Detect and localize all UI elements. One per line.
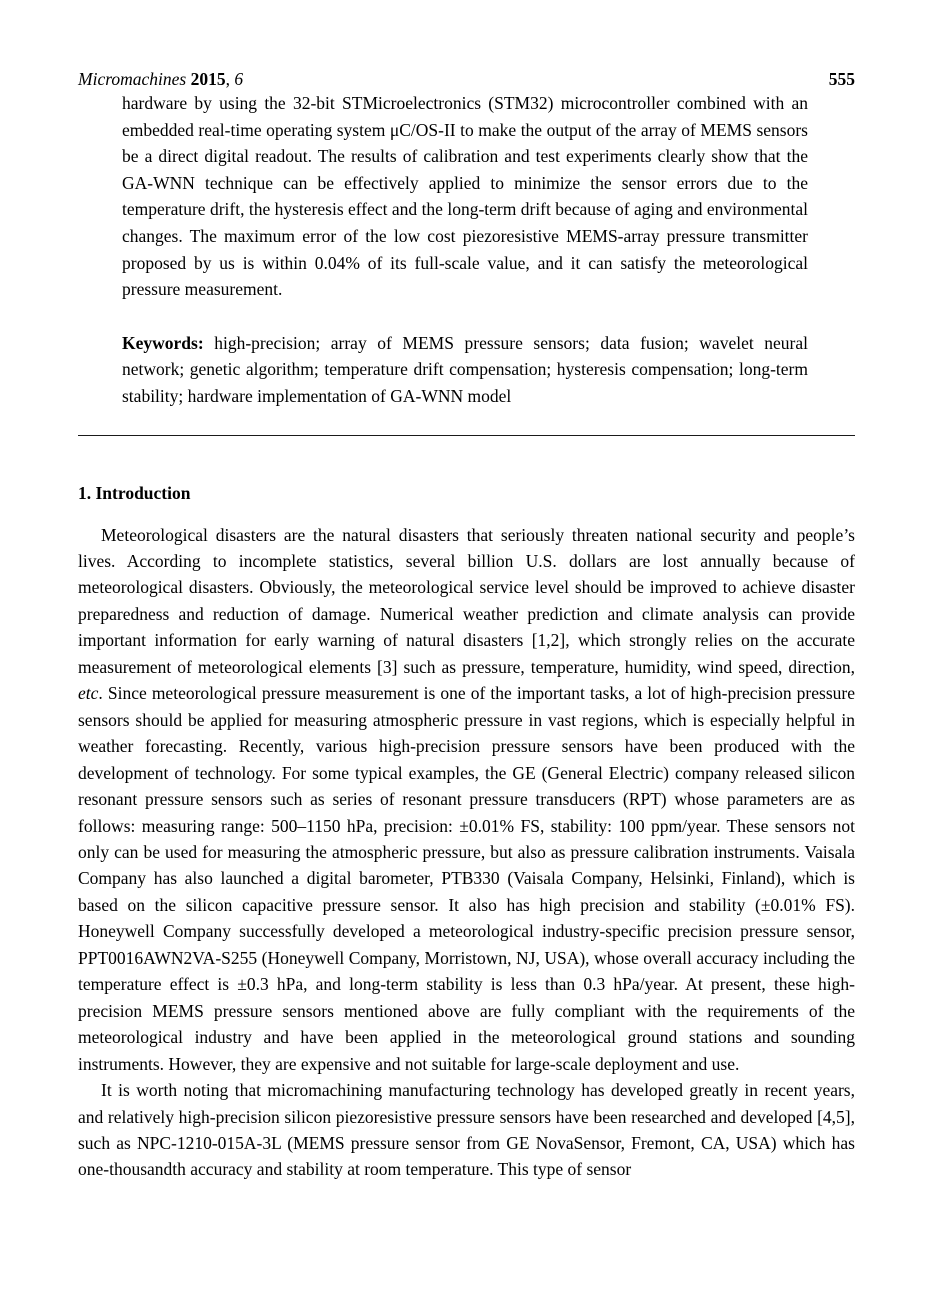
section-heading-introduction: 1. Introduction	[78, 482, 191, 503]
abstract-paragraph: hardware by using the 32-bit STMicroelectronics (STM32) microcontroller combined with an embedded real-time operating system μC/OS-II to make the output of the array of MEMS sensors be a direct digital readout. The results of calibration and test experiments clearly show that the GA-WNN technique can be effectively applied to minimize the sensor errors due to the temperature drift, the hysteresis effect and the long-term drift because of aging and environmental changes. The maximum error of the low cost piezoresistive MEMS-array pressure transmitter proposed by us is within 0.04% of its full-scale value, and it can satisfy the meteorological pressure measurement.	[122, 93, 808, 300]
keywords-text: high-precision; array of MEMS pressure sensors; data fusion; wavelet neural network; genetic algorithm; temperature drift compensation; hysteresis compensation; long-term stability; hardware implementation of GA-WNN model	[122, 332, 808, 406]
keywords-paragraph	[122, 330, 808, 410]
section-divider	[78, 435, 855, 436]
running-head	[78, 68, 855, 90]
intro-paragraph-1-text-b: . Since meteorological pressure measurement is one of the important tasks, a lot of high-precision pressure sensors should be applied for measuring atmospheric pressure in vast regions, which is especially helpful in weather forecasting. Recently, various high-precision pressure sensors have been produced with the development of technology. For some typical examples, the GE (General Electric) company released silicon resonant pressure sensors such as series of resonant pressure transducers (RPT) whose parameters are as follows: measuring range: 500–1150 hPa, precision: ±0.01% FS, stability: 100 ppm/year. These sensors not only can be used for measuring the atmospheric pressure, but also as pressure calibration instruments. Vaisala Company has also launched a digital barometer, PTB330 (Vaisala Company, Helsinki, Finland), which is based on the silicon capacitive pressure sensor. It also has high precision and stability (±0.01% FS). Honeywell Company successfully developed a meteorological industry-specific precision pressure sensor, PPT0016AWN2VA-S255 (Honeywell Company, Morristown, NJ, USA), whose overall accuracy including the temperature effect is ±0.3 hPa, and long-term stability is less than 0.3 hPa/year. At present, these high-precision MEMS pressure sensors mentioned above are fully compliant with the requirements of the meteorological industry and have been applied in the meteorological ground stations and sounding instruments. However, they are expensive and not suitable for large-scale deployment and use.	[78, 683, 855, 1074]
abstract-block	[122, 90, 808, 410]
journal-year: 2015	[186, 69, 226, 89]
intro-paragraph-1	[78, 522, 855, 1078]
citation-separator: ,	[225, 69, 235, 89]
intro-paragraph-1-text-a: Meteorological disasters are the natural disasters that seriously threaten national security and people’s lives. According to incomplete statistics, several billion U.S. dollars are lost annually because of meteorological disasters. Obviously, the meteorological service level should be improved to achieve disaster preparedness and reduction of damage. Numerical weather prediction and climate analysis can provide important information for early warning of natural disasters [1,2], which strongly relies on the accurate measurement of meteorological elements [3] such as pressure, temperature, humidity, wind speed, direction,	[78, 524, 855, 677]
intro-paragraph-2: It is worth noting that micromachining manufacturing technology has developed greatly in recent years, and relatively high-precision silicon piezoresistive pressure sensors have been researched and developed [4,5], such as NPC-1210-015A-3L (MEMS pressure sensor from GE NovaSensor, Fremont, CA, USA) which has one-thousandth accuracy and stability at room temperature. This type of sensor	[78, 1080, 855, 1180]
journal-name: Micromachines	[78, 69, 187, 89]
journal-citation	[78, 68, 243, 90]
page-number: 555	[828, 69, 855, 89]
journal-volume: 6	[234, 69, 244, 89]
keywords-label: Keywords:	[122, 332, 204, 353]
intro-paragraph-1-etc: etc	[78, 683, 99, 704]
